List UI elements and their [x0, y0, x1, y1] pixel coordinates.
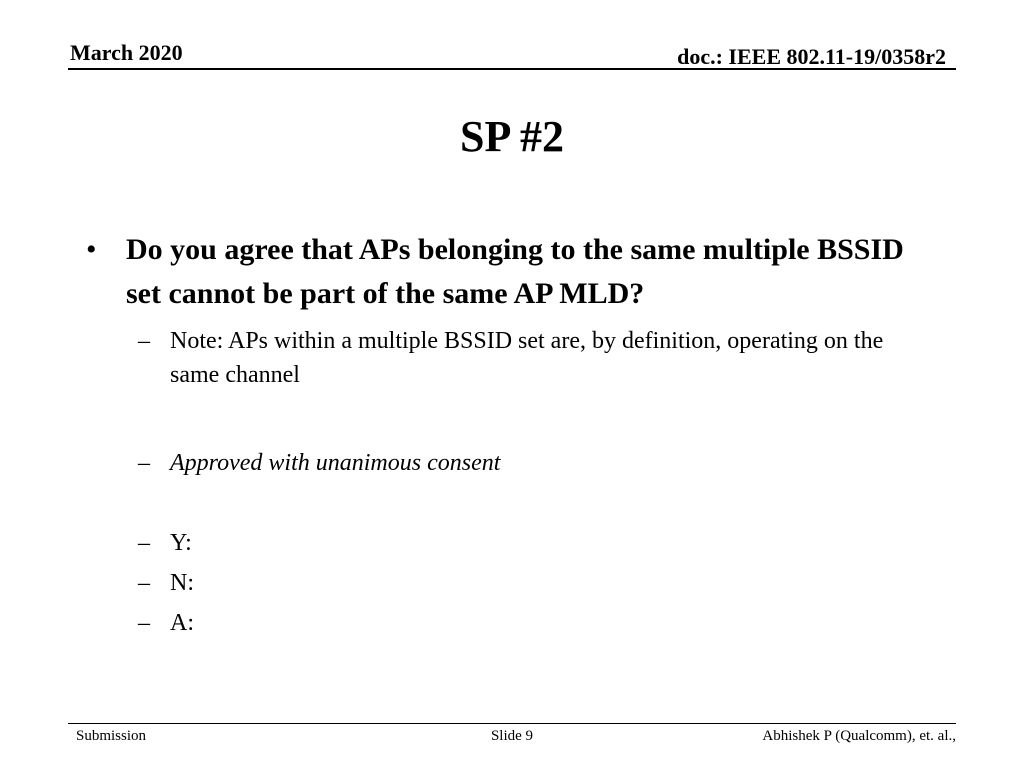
slide-title: SP #2 — [460, 112, 564, 161]
footer-divider — [68, 723, 956, 724]
sub-item-abstain — [138, 606, 936, 640]
sub-item-yes — [138, 526, 936, 560]
dash-icon: – — [138, 450, 150, 476]
dash-icon: – — [138, 530, 150, 556]
sub-item-text: Y: — [170, 530, 192, 556]
sub-item-approval — [138, 446, 936, 480]
sub-item-text: N: — [170, 570, 194, 596]
footer-author: Abhishek P (Qualcomm), et. al., — [762, 728, 956, 744]
main-bullet — [86, 228, 936, 316]
main-bullet-text: Do you agree that APs belonging to the same multiple BSSID set cannot be part of the same AP MLD? — [126, 233, 904, 310]
slide-content — [86, 228, 936, 640]
sub-item-text: Approved with unanimous consent — [170, 450, 501, 476]
header-date: March 2020 — [70, 40, 183, 65]
header-doc-id: doc.: IEEE 802.11-19/0358r2 — [677, 44, 946, 69]
sub-item-text: Note: APs within a multiple BSSID set are, by definition, operating on the same channel — [170, 328, 884, 388]
bullet-icon: • — [86, 233, 97, 266]
footer-submission: Submission — [76, 728, 147, 744]
footer-slide-number: Slide 9 — [490, 728, 534, 744]
dash-icon: – — [138, 570, 150, 596]
sub-item-no — [138, 566, 936, 600]
header-divider — [68, 68, 956, 70]
dash-icon: – — [138, 328, 150, 354]
sub-item-note — [138, 324, 936, 392]
sub-item-text: A: — [170, 610, 194, 636]
dash-icon: – — [138, 610, 150, 636]
